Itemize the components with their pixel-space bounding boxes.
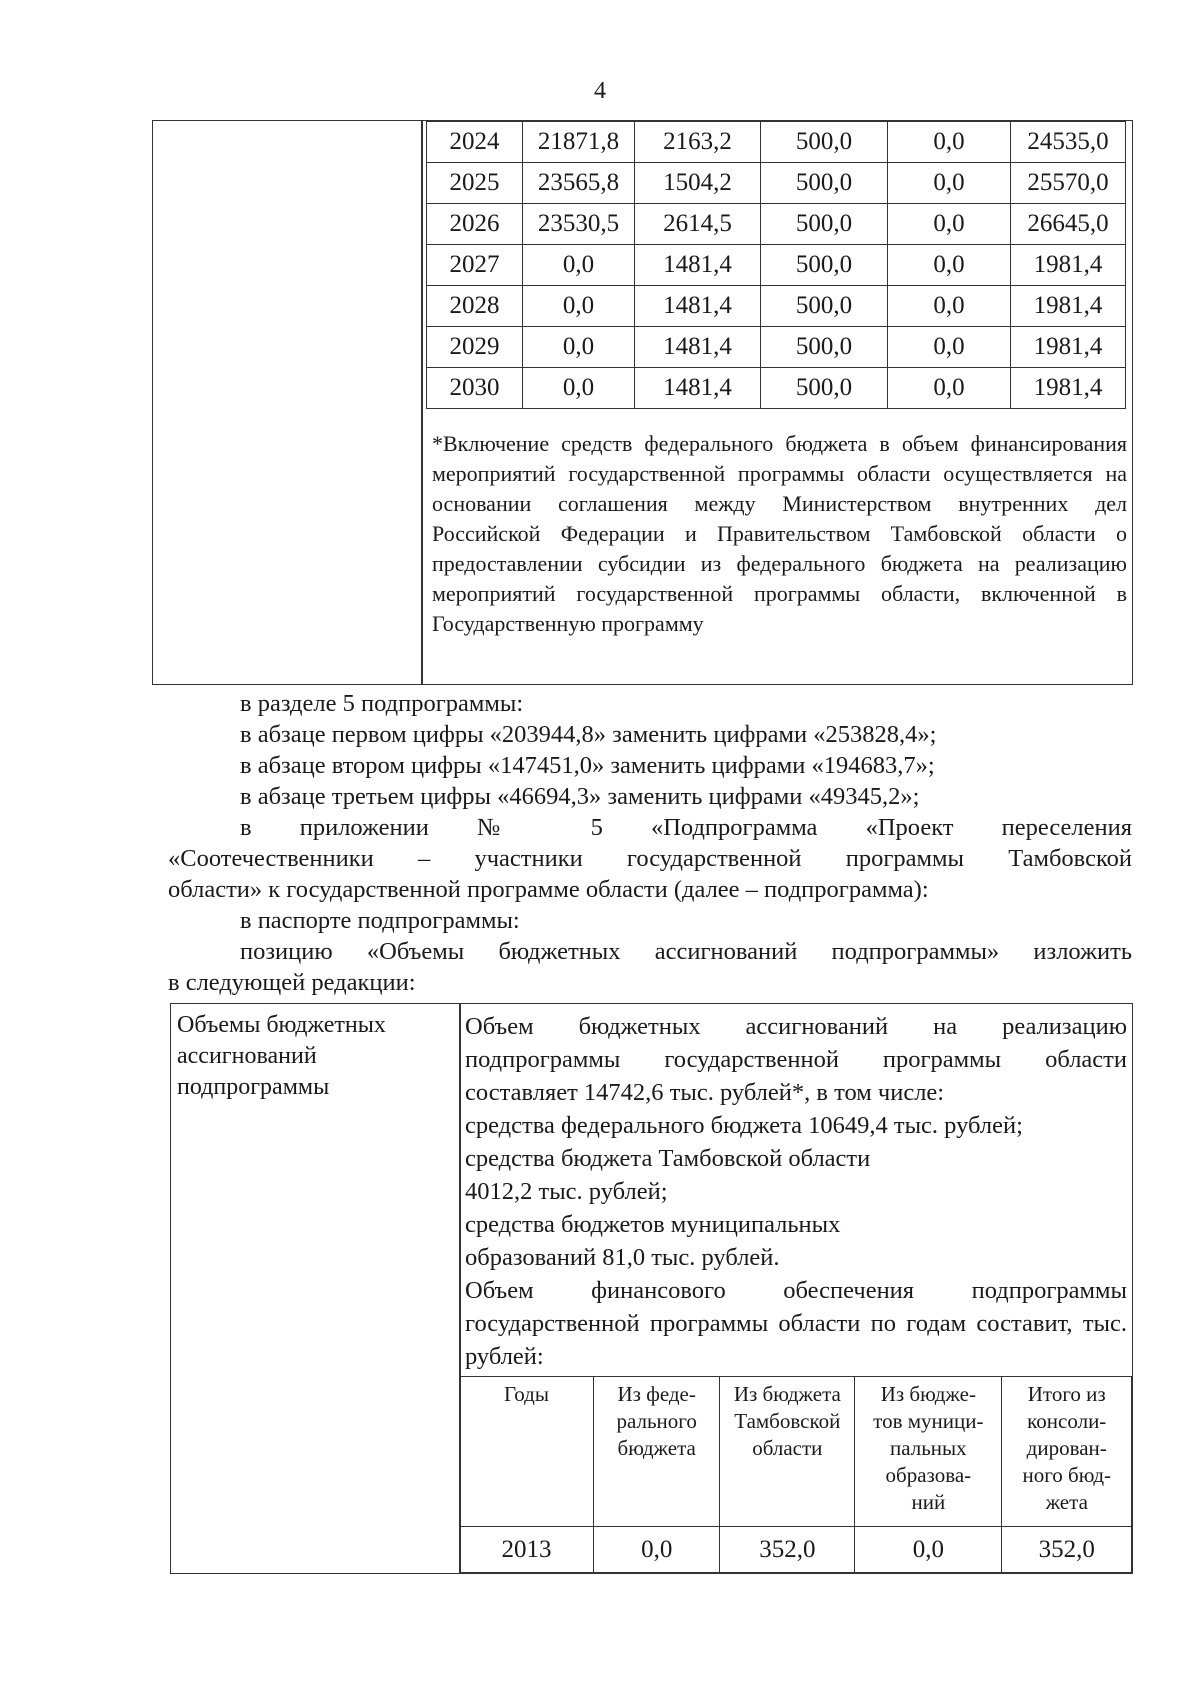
table-cell: 26645,0 bbox=[1011, 204, 1126, 245]
table-cell: 2025 bbox=[427, 163, 523, 204]
passport-line: средства федерального бюджета 10649,4 тыс. рублей; bbox=[465, 1112, 1023, 1139]
passport-label: Объемы бюджетных ассигнований подпрограммы bbox=[177, 1012, 386, 1100]
header-line: Итого из bbox=[1027, 1382, 1106, 1406]
column-header bbox=[855, 1377, 1002, 1527]
table-cell: 0,0 bbox=[888, 204, 1011, 245]
paragraph-position-line2: в следующей редакции: bbox=[168, 969, 416, 996]
table-cell: 500,0 bbox=[761, 368, 888, 409]
table-cell: 2024 bbox=[427, 122, 523, 163]
table-cell: 1981,4 bbox=[1011, 327, 1126, 368]
paragraph-passport: в паспорте подпрограммы: bbox=[240, 907, 520, 934]
table-cell: 0,0 bbox=[523, 286, 635, 327]
paragraph-first: в абзаце первом цифры «203944,8» заменить цифрами «253828,4»; bbox=[240, 721, 937, 748]
passport-line: средства бюджета Тамбовской области bbox=[465, 1145, 871, 1172]
table-cell: 2028 bbox=[427, 286, 523, 327]
passport-line: образований 81,0 тыс. рублей. bbox=[465, 1244, 780, 1271]
table-cell: 0,0 bbox=[855, 1527, 1002, 1573]
paragraph-second: в абзаце втором цифры «147451,0» заменить цифрами «194683,7»; bbox=[240, 752, 935, 779]
body-text bbox=[168, 688, 1132, 998]
passport-content bbox=[465, 1010, 1127, 1373]
header-line: Из бюдже- bbox=[880, 1382, 976, 1406]
table-cell: 1981,4 bbox=[1011, 286, 1126, 327]
table-row bbox=[427, 368, 1126, 409]
table-cell: 2027 bbox=[427, 245, 523, 286]
header-line: ний bbox=[911, 1490, 946, 1514]
table-row bbox=[427, 245, 1126, 286]
table-cell: 1481,4 bbox=[635, 368, 761, 409]
table-cell: 0,0 bbox=[593, 1527, 720, 1573]
header-line: Тамбовской bbox=[734, 1409, 841, 1433]
table-cell: 2163,2 bbox=[635, 122, 761, 163]
column-header bbox=[460, 1377, 594, 1527]
header-line: области bbox=[752, 1436, 823, 1460]
header-line: Из феде- bbox=[617, 1382, 696, 1406]
table-row bbox=[427, 204, 1126, 245]
header-line: пальных bbox=[890, 1436, 967, 1460]
header-line: бюджета bbox=[617, 1436, 696, 1460]
table-cell: 500,0 bbox=[761, 163, 888, 204]
years-table-container bbox=[152, 120, 1133, 685]
funding-by-year-table bbox=[459, 1376, 1132, 1573]
header-line: жета bbox=[1045, 1490, 1088, 1514]
header-line: образова- bbox=[885, 1463, 972, 1487]
paragraph-third: в абзаце третьем цифры «46694,3» заменить цифрами «49345,2»; bbox=[240, 783, 920, 810]
header-line: дирован- bbox=[1026, 1436, 1107, 1460]
column-divider bbox=[421, 121, 423, 684]
years-table bbox=[426, 121, 1126, 409]
table-cell: 2026 bbox=[427, 204, 523, 245]
column-header bbox=[593, 1377, 720, 1527]
table-cell: 25570,0 bbox=[1011, 163, 1126, 204]
column-header bbox=[720, 1377, 855, 1527]
passport-line: средства бюджетов муниципальных bbox=[465, 1211, 841, 1238]
table-cell: 0,0 bbox=[523, 368, 635, 409]
table-cell: 500,0 bbox=[761, 286, 888, 327]
page-number: 4 bbox=[594, 78, 606, 104]
header-line: рального bbox=[616, 1409, 697, 1433]
table-cell: 500,0 bbox=[761, 122, 888, 163]
table-cell: 1481,4 bbox=[635, 245, 761, 286]
footnote: *Включение средств федерального бюджета в объем финансирования мероприятий государственной программы области осуществляется на основании соглашения между Министерством внутренних дел Российской Федерации и Правительством Тамбовской области о предоставлении субсидии из федерального бюджета на реализацию мероприятий государственной программы области, включенной в Государственную программу bbox=[432, 431, 1127, 636]
table-row bbox=[427, 286, 1126, 327]
table-cell: 1981,4 bbox=[1011, 245, 1126, 286]
passport-line: Объем бюджетных ассигнований на реализацию подпрограммы государственной программы области составляет 14742,6 тыс. рублей*, в том числе: bbox=[465, 1013, 1127, 1106]
paragraph-appendix-line2: «Соотечественники – участники государственной программы Тамбовской bbox=[168, 845, 1132, 872]
table-cell: 0,0 bbox=[888, 327, 1011, 368]
table-row bbox=[427, 327, 1126, 368]
table-cell: 0,0 bbox=[888, 163, 1011, 204]
table-cell: 24535,0 bbox=[1011, 122, 1126, 163]
table-cell: 0,0 bbox=[888, 245, 1011, 286]
table-cell: 500,0 bbox=[761, 245, 888, 286]
header-line: тов муници- bbox=[873, 1409, 984, 1433]
table-cell: 1504,2 bbox=[635, 163, 761, 204]
passport-table bbox=[170, 1003, 1133, 1574]
table-cell: 0,0 bbox=[888, 122, 1011, 163]
table-cell: 352,0 bbox=[720, 1527, 855, 1573]
table-cell: 2029 bbox=[427, 327, 523, 368]
paragraph-appendix-line1: в приложении № 5 «Подпрограмма «Проект переселения bbox=[240, 814, 1132, 841]
table-row bbox=[460, 1527, 1132, 1573]
header-line: ного бюд- bbox=[1022, 1463, 1112, 1487]
paragraph-appendix-line3: области» к государственной программе области (далее – подпрограмма): bbox=[168, 876, 929, 903]
paragraph-section5: в разделе 5 подпрограммы: bbox=[240, 690, 524, 717]
table-cell: 2030 bbox=[427, 368, 523, 409]
table-cell: 2013 bbox=[460, 1527, 594, 1573]
table-cell: 352,0 bbox=[1002, 1527, 1132, 1573]
paragraph-position-line1: позицию «Объемы бюджетных ассигнований подпрограммы» изложить bbox=[240, 938, 1132, 965]
table-cell: 0,0 bbox=[888, 368, 1011, 409]
table-cell: 21871,8 bbox=[523, 122, 635, 163]
passport-line: 4012,2 тыс. рублей; bbox=[465, 1178, 668, 1205]
table-cell: 500,0 bbox=[761, 327, 888, 368]
table-cell: 500,0 bbox=[761, 204, 888, 245]
column-header bbox=[1002, 1377, 1132, 1527]
table-cell: 1481,4 bbox=[635, 327, 761, 368]
table-cell: 23565,8 bbox=[523, 163, 635, 204]
header-line: Годы bbox=[503, 1382, 549, 1406]
table-cell: 0,0 bbox=[523, 327, 635, 368]
table-row bbox=[427, 163, 1126, 204]
passport-line: Объем финансового обеспечения подпрограммы государственной программы области по годам составит, тыс. рублей: bbox=[465, 1277, 1127, 1370]
table-cell: 1481,4 bbox=[635, 286, 761, 327]
table-cell: 1981,4 bbox=[1011, 368, 1126, 409]
table-cell: 2614,5 bbox=[635, 204, 761, 245]
table-row bbox=[427, 122, 1126, 163]
table-cell: 23530,5 bbox=[523, 204, 635, 245]
header-line: Из бюджета bbox=[733, 1382, 841, 1406]
table-cell: 0,0 bbox=[523, 245, 635, 286]
table-cell: 0,0 bbox=[888, 286, 1011, 327]
header-line: консоли- bbox=[1027, 1409, 1107, 1433]
